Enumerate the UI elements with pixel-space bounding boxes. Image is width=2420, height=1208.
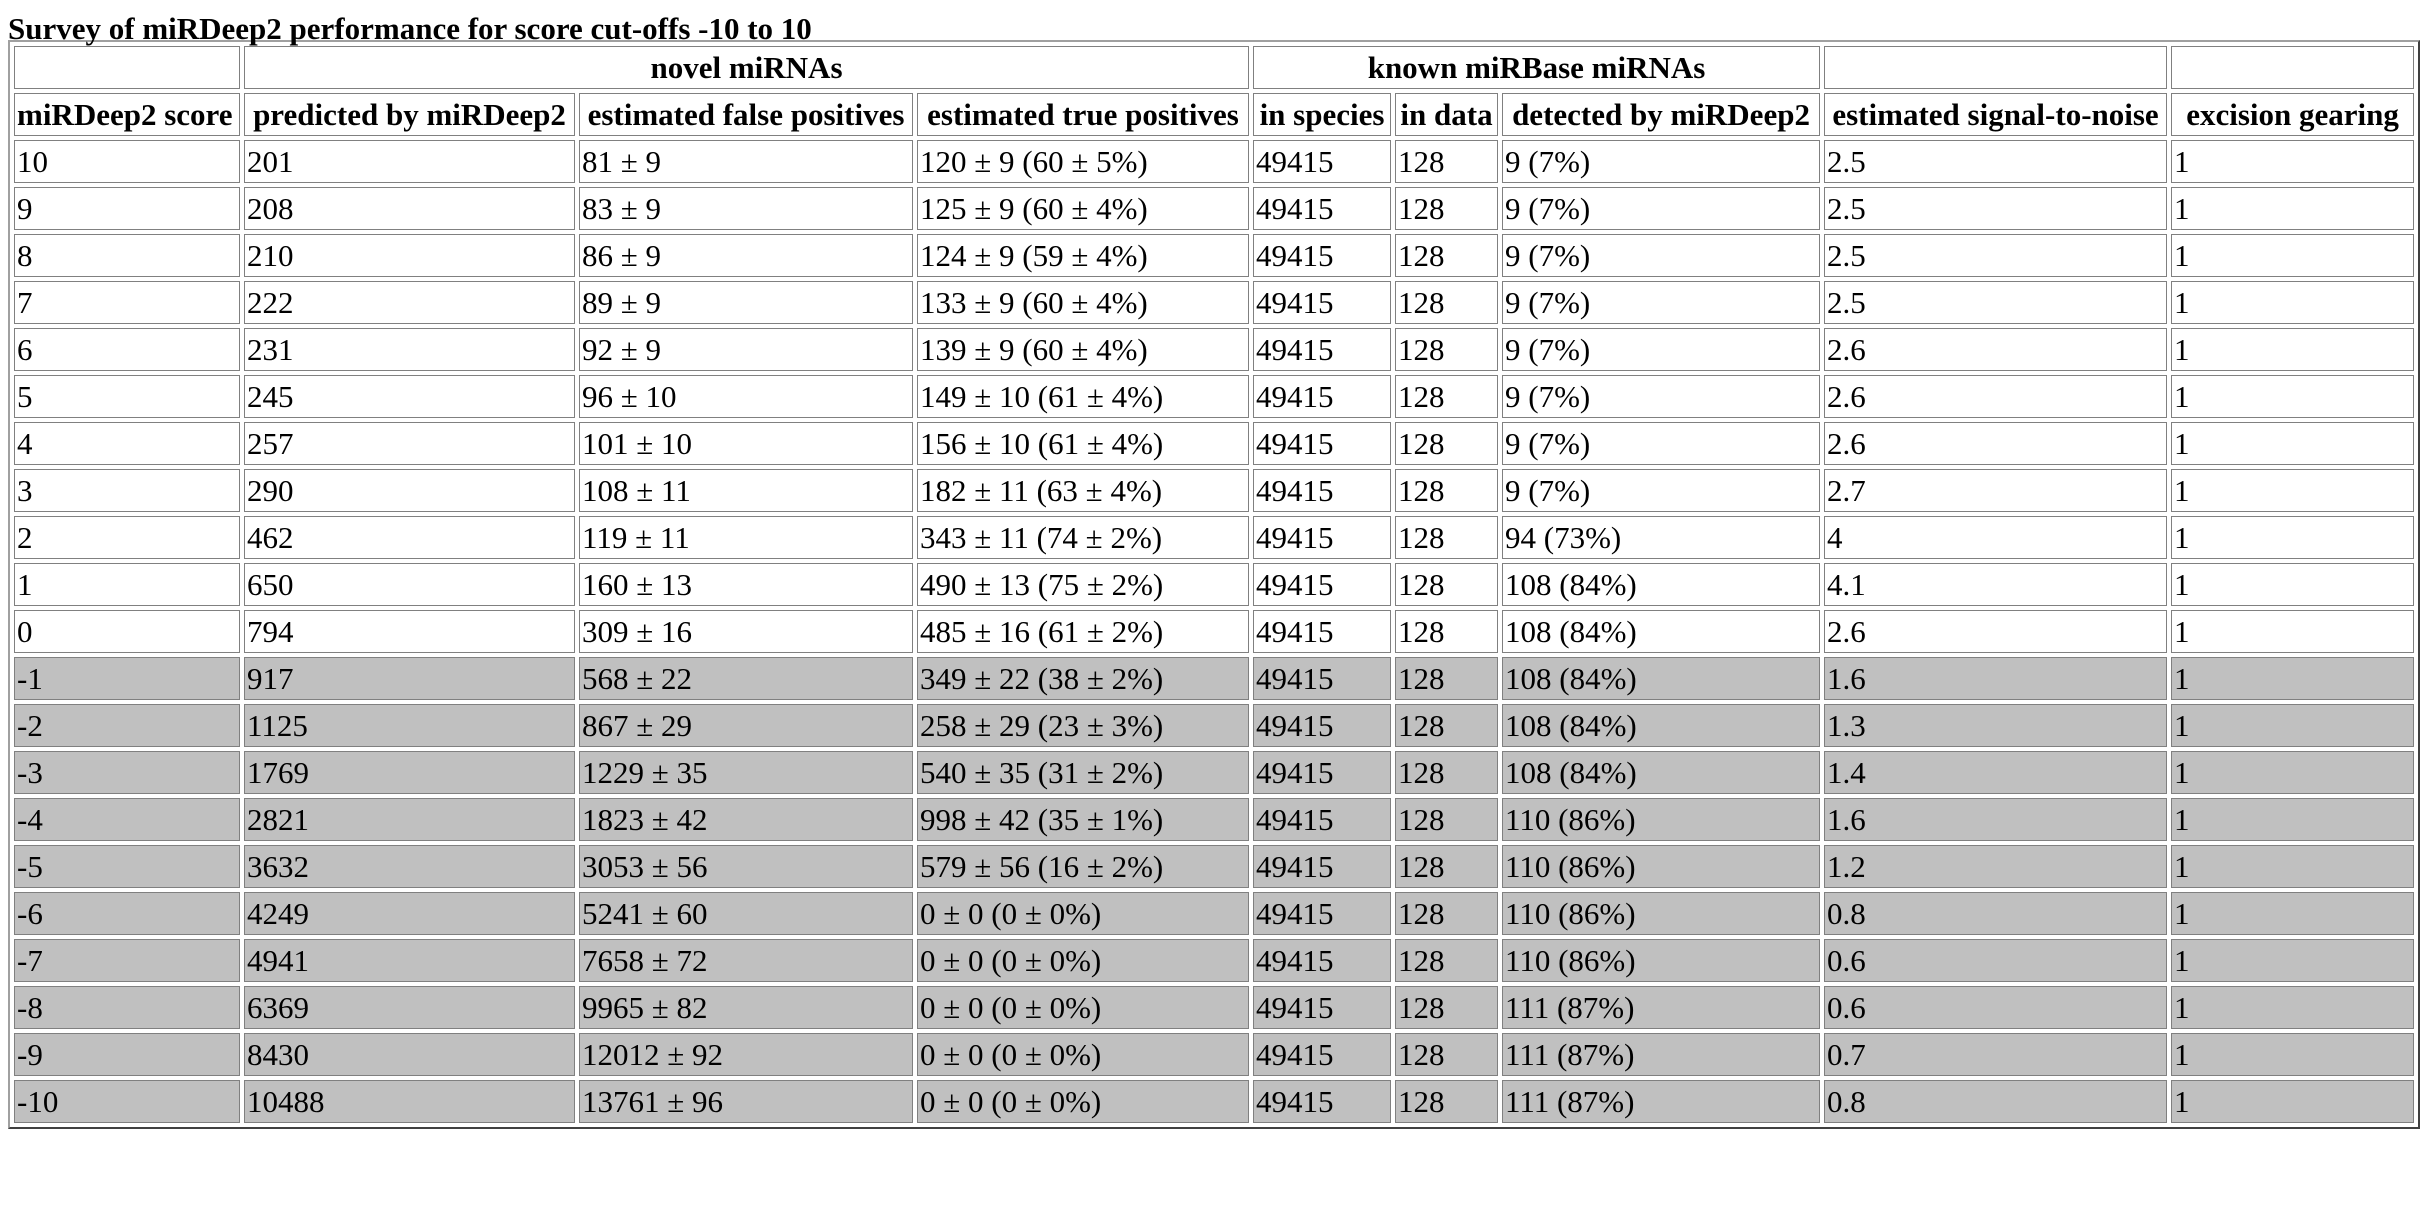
excision-gearing-cell: 1 (2171, 516, 2414, 559)
false-positives-cell: 9965 ± 82 (579, 986, 913, 1029)
table-row (14, 140, 2414, 183)
detected-cell: 9 (7%) (1502, 469, 1820, 512)
table-row (14, 845, 2414, 888)
false-positives-cell: 96 ± 10 (579, 375, 913, 418)
excision-gearing-cell: 1 (2171, 375, 2414, 418)
in-data-cell: 128 (1395, 845, 1498, 888)
in-data-cell: 128 (1395, 281, 1498, 324)
true-positives-cell: 120 ± 9 (60 ± 5%) (917, 140, 1249, 183)
signal-to-noise-cell: 2.6 (1824, 422, 2167, 465)
table-row (14, 704, 2414, 747)
true-positives-cell: 540 ± 35 (31 ± 2%) (917, 751, 1249, 794)
column-header-score: miRDeep2 score (14, 93, 240, 136)
signal-to-noise-cell: 2.5 (1824, 140, 2167, 183)
in-data-cell: 128 (1395, 328, 1498, 371)
predicted-cell: 917 (244, 657, 575, 700)
excision-gearing-cell: 1 (2171, 140, 2414, 183)
signal-to-noise-cell: 4.1 (1824, 563, 2167, 606)
table-row (14, 1080, 2414, 1123)
signal-to-noise-cell: 0.8 (1824, 892, 2167, 935)
signal-to-noise-cell: 2.5 (1824, 187, 2167, 230)
signal-to-noise-cell: 2.6 (1824, 375, 2167, 418)
true-positives-cell: 998 ± 42 (35 ± 1%) (917, 798, 1249, 841)
signal-to-noise-cell: 2.7 (1824, 469, 2167, 512)
table-row (14, 328, 2414, 371)
detected-cell: 9 (7%) (1502, 375, 1820, 418)
false-positives-cell: 5241 ± 60 (579, 892, 913, 935)
excision-gearing-cell: 1 (2171, 939, 2414, 982)
predicted-cell: 1769 (244, 751, 575, 794)
column-header-in-species: in species (1253, 93, 1391, 136)
true-positives-cell: 258 ± 29 (23 ± 3%) (917, 704, 1249, 747)
in-data-cell: 128 (1395, 187, 1498, 230)
false-positives-cell: 86 ± 9 (579, 234, 913, 277)
signal-to-noise-cell: 1.3 (1824, 704, 2167, 747)
detected-cell: 110 (86%) (1502, 892, 1820, 935)
table-row (14, 375, 2414, 418)
detected-cell: 108 (84%) (1502, 704, 1820, 747)
true-positives-cell: 0 ± 0 (0 ± 0%) (917, 1080, 1249, 1123)
predicted-cell: 210 (244, 234, 575, 277)
detected-cell: 110 (86%) (1502, 798, 1820, 841)
score-cell: 8 (14, 234, 240, 277)
true-positives-cell: 349 ± 22 (38 ± 2%) (917, 657, 1249, 700)
predicted-cell: 2821 (244, 798, 575, 841)
signal-to-noise-cell: 2.5 (1824, 234, 2167, 277)
detected-cell: 9 (7%) (1502, 422, 1820, 465)
detected-cell: 94 (73%) (1502, 516, 1820, 559)
false-positives-cell: 119 ± 11 (579, 516, 913, 559)
in-data-cell: 128 (1395, 986, 1498, 1029)
excision-gearing-cell: 1 (2171, 1033, 2414, 1076)
predicted-cell: 222 (244, 281, 575, 324)
predicted-cell: 3632 (244, 845, 575, 888)
score-cell: -9 (14, 1033, 240, 1076)
excision-gearing-cell: 1 (2171, 422, 2414, 465)
false-positives-cell: 1823 ± 42 (579, 798, 913, 841)
in-species-cell: 49415 (1253, 469, 1391, 512)
false-positives-cell: 101 ± 10 (579, 422, 913, 465)
score-cell: -2 (14, 704, 240, 747)
in-species-cell: 49415 (1253, 422, 1391, 465)
table-row (14, 751, 2414, 794)
column-header-predicted: predicted by miRDeep2 (244, 93, 575, 136)
excision-gearing-cell: 1 (2171, 986, 2414, 1029)
excision-gearing-cell: 1 (2171, 610, 2414, 653)
score-survey-table (8, 40, 2420, 1129)
score-cell: 0 (14, 610, 240, 653)
in-data-cell: 128 (1395, 469, 1498, 512)
false-positives-cell: 13761 ± 96 (579, 1080, 913, 1123)
in-data-cell: 128 (1395, 516, 1498, 559)
false-positives-cell: 7658 ± 72 (579, 939, 913, 982)
true-positives-cell: 124 ± 9 (59 ± 4%) (917, 234, 1249, 277)
predicted-cell: 4249 (244, 892, 575, 935)
known-mirbase-mirnas-header: known miRBase miRNAs (1253, 46, 1820, 89)
true-positives-cell: 139 ± 9 (60 ± 4%) (917, 328, 1249, 371)
false-positives-cell: 12012 ± 92 (579, 1033, 913, 1076)
in-species-cell: 49415 (1253, 986, 1391, 1029)
table-row (14, 281, 2414, 324)
predicted-cell: 1125 (244, 704, 575, 747)
in-species-cell: 49415 (1253, 704, 1391, 747)
signal-to-noise-cell: 1.6 (1824, 798, 2167, 841)
score-cell: 4 (14, 422, 240, 465)
predicted-cell: 8430 (244, 1033, 575, 1076)
in-species-cell: 49415 (1253, 187, 1391, 230)
score-cell: -8 (14, 986, 240, 1029)
true-positives-cell: 579 ± 56 (16 ± 2%) (917, 845, 1249, 888)
in-species-cell: 49415 (1253, 1033, 1391, 1076)
table-body (14, 140, 2414, 1123)
detected-cell: 110 (86%) (1502, 845, 1820, 888)
in-species-cell: 49415 (1253, 751, 1391, 794)
true-positives-cell: 133 ± 9 (60 ± 4%) (917, 281, 1249, 324)
in-data-cell: 128 (1395, 563, 1498, 606)
in-data-cell: 128 (1395, 140, 1498, 183)
group-header-row (14, 46, 2414, 89)
true-positives-cell: 485 ± 16 (61 ± 2%) (917, 610, 1249, 653)
table-row (14, 1033, 2414, 1076)
in-species-cell: 49415 (1253, 516, 1391, 559)
column-header-in-data: in data (1395, 93, 1498, 136)
predicted-cell: 208 (244, 187, 575, 230)
detected-cell: 9 (7%) (1502, 328, 1820, 371)
score-cell: 5 (14, 375, 240, 418)
excision-gearing-cell: 1 (2171, 281, 2414, 324)
in-data-cell: 128 (1395, 375, 1498, 418)
table-row (14, 939, 2414, 982)
table-row (14, 892, 2414, 935)
score-cell: 9 (14, 187, 240, 230)
in-data-cell: 128 (1395, 1033, 1498, 1076)
in-species-cell: 49415 (1253, 798, 1391, 841)
detected-cell: 9 (7%) (1502, 281, 1820, 324)
score-cell: 1 (14, 563, 240, 606)
score-cell: 6 (14, 328, 240, 371)
in-data-cell: 128 (1395, 892, 1498, 935)
detected-cell: 111 (87%) (1502, 1033, 1820, 1076)
true-positives-cell: 0 ± 0 (0 ± 0%) (917, 892, 1249, 935)
signal-to-noise-cell: 1.2 (1824, 845, 2167, 888)
table-row (14, 469, 2414, 512)
novel-mirnas-header: novel miRNAs (244, 46, 1249, 89)
excision-gearing-cell: 1 (2171, 1080, 2414, 1123)
detected-cell: 9 (7%) (1502, 140, 1820, 183)
excision-gearing-cell: 1 (2171, 704, 2414, 747)
score-cell: -5 (14, 845, 240, 888)
signal-to-noise-cell: 2.5 (1824, 281, 2167, 324)
excision-gearing-cell: 1 (2171, 328, 2414, 371)
true-positives-cell: 343 ± 11 (74 ± 2%) (917, 516, 1249, 559)
in-species-cell: 49415 (1253, 563, 1391, 606)
false-positives-cell: 89 ± 9 (579, 281, 913, 324)
detected-cell: 110 (86%) (1502, 939, 1820, 982)
signal-to-noise-cell: 2.6 (1824, 610, 2167, 653)
predicted-cell: 650 (244, 563, 575, 606)
predicted-cell: 201 (244, 140, 575, 183)
predicted-cell: 4941 (244, 939, 575, 982)
page-title: Survey of miRDeep2 performance for score cut-offs -10 to 10 (8, 11, 812, 46)
table-row (14, 187, 2414, 230)
empty-header-cell (1824, 46, 2167, 89)
score-cell: -4 (14, 798, 240, 841)
in-data-cell: 128 (1395, 704, 1498, 747)
in-data-cell: 128 (1395, 939, 1498, 982)
excision-gearing-cell: 1 (2171, 798, 2414, 841)
detected-cell: 9 (7%) (1502, 187, 1820, 230)
in-data-cell: 128 (1395, 751, 1498, 794)
score-cell: 2 (14, 516, 240, 559)
table-row (14, 798, 2414, 841)
detected-cell: 108 (84%) (1502, 751, 1820, 794)
table-row (14, 657, 2414, 700)
true-positives-cell: 490 ± 13 (75 ± 2%) (917, 563, 1249, 606)
table-row (14, 516, 2414, 559)
column-header-signal-to-noise: estimated signal-to-noise (1824, 93, 2167, 136)
empty-header-cell (14, 46, 240, 89)
predicted-cell: 231 (244, 328, 575, 371)
excision-gearing-cell: 1 (2171, 845, 2414, 888)
in-species-cell: 49415 (1253, 328, 1391, 371)
true-positives-cell: 125 ± 9 (60 ± 4%) (917, 187, 1249, 230)
detected-cell: 108 (84%) (1502, 610, 1820, 653)
signal-to-noise-cell: 0.6 (1824, 939, 2167, 982)
empty-header-cell (2171, 46, 2414, 89)
in-species-cell: 49415 (1253, 892, 1391, 935)
in-species-cell: 49415 (1253, 845, 1391, 888)
in-species-cell: 49415 (1253, 140, 1391, 183)
in-data-cell: 128 (1395, 234, 1498, 277)
false-positives-cell: 568 ± 22 (579, 657, 913, 700)
signal-to-noise-cell: 1.6 (1824, 657, 2167, 700)
excision-gearing-cell: 1 (2171, 751, 2414, 794)
score-cell: 10 (14, 140, 240, 183)
true-positives-cell: 0 ± 0 (0 ± 0%) (917, 1033, 1249, 1076)
true-positives-cell: 0 ± 0 (0 ± 0%) (917, 939, 1249, 982)
detected-cell: 111 (87%) (1502, 1080, 1820, 1123)
false-positives-cell: 867 ± 29 (579, 704, 913, 747)
in-data-cell: 128 (1395, 798, 1498, 841)
detected-cell: 108 (84%) (1502, 657, 1820, 700)
table-row (14, 986, 2414, 1029)
excision-gearing-cell: 1 (2171, 234, 2414, 277)
excision-gearing-cell: 1 (2171, 469, 2414, 512)
true-positives-cell: 182 ± 11 (63 ± 4%) (917, 469, 1249, 512)
false-positives-cell: 1229 ± 35 (579, 751, 913, 794)
signal-to-noise-cell: 4 (1824, 516, 2167, 559)
score-cell: -6 (14, 892, 240, 935)
column-header-false-positives: estimated false positives (579, 93, 913, 136)
false-positives-cell: 81 ± 9 (579, 140, 913, 183)
false-positives-cell: 92 ± 9 (579, 328, 913, 371)
score-cell: -7 (14, 939, 240, 982)
in-species-cell: 49415 (1253, 1080, 1391, 1123)
signal-to-noise-cell: 0.6 (1824, 986, 2167, 1029)
column-header-excision-gearing: excision gearing (2171, 93, 2414, 136)
in-species-cell: 49415 (1253, 234, 1391, 277)
signal-to-noise-cell: 0.8 (1824, 1080, 2167, 1123)
signal-to-noise-cell: 1.4 (1824, 751, 2167, 794)
predicted-cell: 794 (244, 610, 575, 653)
excision-gearing-cell: 1 (2171, 657, 2414, 700)
score-cell: -1 (14, 657, 240, 700)
table-row (14, 610, 2414, 653)
false-positives-cell: 83 ± 9 (579, 187, 913, 230)
excision-gearing-cell: 1 (2171, 563, 2414, 606)
score-cell: 7 (14, 281, 240, 324)
in-data-cell: 128 (1395, 1080, 1498, 1123)
column-header-detected: detected by miRDeep2 (1502, 93, 1820, 136)
in-data-cell: 128 (1395, 610, 1498, 653)
true-positives-cell: 149 ± 10 (61 ± 4%) (917, 375, 1249, 418)
column-header-true-positives: estimated true positives (917, 93, 1249, 136)
table-row (14, 234, 2414, 277)
column-header-row (14, 93, 2414, 136)
score-cell: -10 (14, 1080, 240, 1123)
predicted-cell: 6369 (244, 986, 575, 1029)
false-positives-cell: 309 ± 16 (579, 610, 913, 653)
detected-cell: 108 (84%) (1502, 563, 1820, 606)
detected-cell: 9 (7%) (1502, 234, 1820, 277)
false-positives-cell: 160 ± 13 (579, 563, 913, 606)
in-species-cell: 49415 (1253, 657, 1391, 700)
excision-gearing-cell: 1 (2171, 187, 2414, 230)
table-row (14, 422, 2414, 465)
predicted-cell: 462 (244, 516, 575, 559)
in-species-cell: 49415 (1253, 939, 1391, 982)
in-data-cell: 128 (1395, 422, 1498, 465)
in-data-cell: 128 (1395, 657, 1498, 700)
excision-gearing-cell: 1 (2171, 892, 2414, 935)
table-row (14, 563, 2414, 606)
false-positives-cell: 3053 ± 56 (579, 845, 913, 888)
true-positives-cell: 156 ± 10 (61 ± 4%) (917, 422, 1249, 465)
signal-to-noise-cell: 0.7 (1824, 1033, 2167, 1076)
predicted-cell: 290 (244, 469, 575, 512)
false-positives-cell: 108 ± 11 (579, 469, 913, 512)
score-cell: -3 (14, 751, 240, 794)
predicted-cell: 10488 (244, 1080, 575, 1123)
predicted-cell: 245 (244, 375, 575, 418)
in-species-cell: 49415 (1253, 281, 1391, 324)
signal-to-noise-cell: 2.6 (1824, 328, 2167, 371)
detected-cell: 111 (87%) (1502, 986, 1820, 1029)
predicted-cell: 257 (244, 422, 575, 465)
in-species-cell: 49415 (1253, 610, 1391, 653)
score-cell: 3 (14, 469, 240, 512)
true-positives-cell: 0 ± 0 (0 ± 0%) (917, 986, 1249, 1029)
in-species-cell: 49415 (1253, 375, 1391, 418)
